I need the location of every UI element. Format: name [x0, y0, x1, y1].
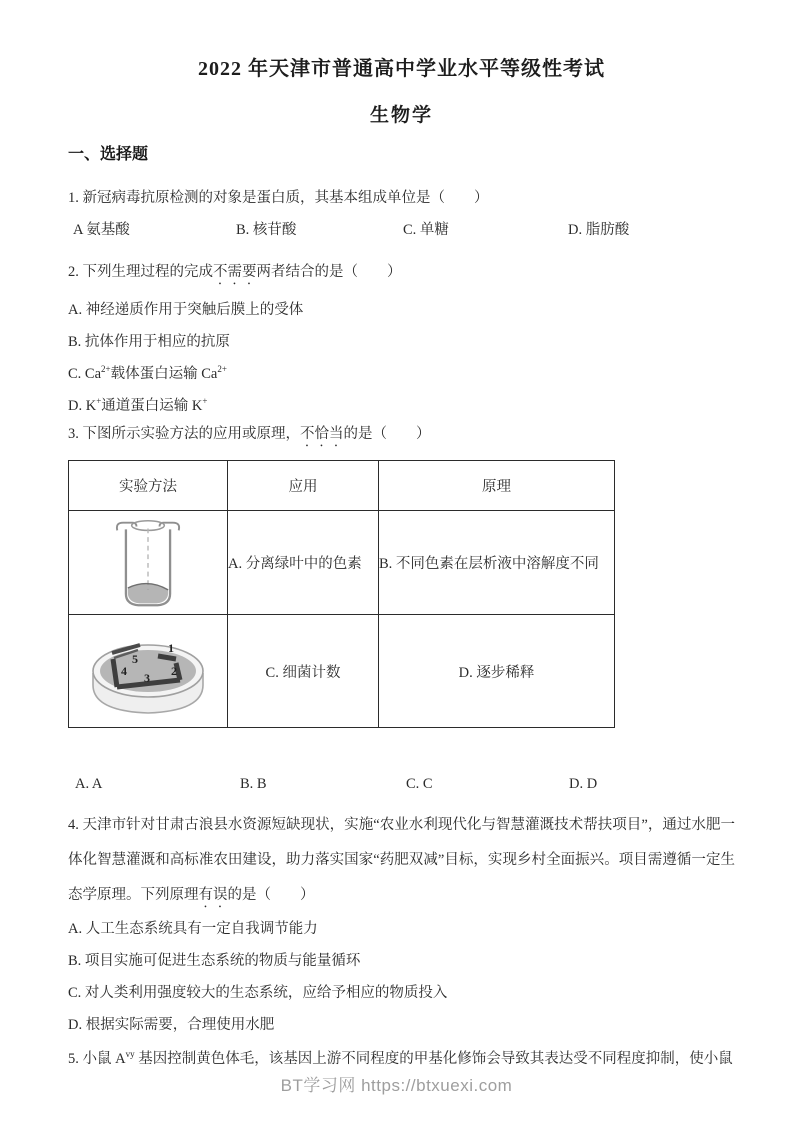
question-4 — [68, 808, 735, 1035]
experiment-methods-table — [68, 460, 615, 728]
petri-dish-streak-plate-figure — [69, 615, 228, 728]
superscript: 2+ — [101, 364, 111, 375]
principle-cell: B. 不同色素在层析液中溶解度不同 — [379, 511, 615, 615]
question-3 — [68, 424, 735, 794]
option-b: B. 核苷酸 — [236, 222, 297, 238]
question-5 — [68, 1049, 735, 1069]
stem-text: 的是（ ） — [343, 426, 431, 442]
answer-a: A. A — [75, 776, 103, 792]
option-b: B. 抗体作用于相应的抗原 — [68, 334, 230, 350]
answer-b: B. B — [240, 776, 267, 792]
stem-text: 4. 天津市针对甘肃古浪县水资源短缺现状，实施“农业水利现代化与智慧灌溉技术帮扶项目”，通过水肥一体化智慧灌溉和高标准农田建设，助力落实国家“药肥双减”目标，实现乡村全面振兴。项目需遵循一定生态学原理。下列原理 — [68, 817, 735, 903]
header-application: 应用 — [228, 461, 379, 511]
superscript: + — [96, 396, 102, 407]
superscript: 2+ — [217, 364, 227, 375]
option-d: D. 根据实际需要，合理使用水肥 — [68, 1017, 275, 1033]
application-cell: A. 分离绿叶中的色素 — [228, 511, 379, 615]
principle-cell: D. 逐步稀释 — [379, 615, 615, 728]
petri-dish-streak-plate-icon — [88, 625, 208, 717]
chromatography-beaker-icon — [109, 515, 187, 611]
question-5-stem: 5. 小鼠 $A^{vy}$ 基因控制黄色体毛，该基因上游不同程度的甲基化修饰会导致其表达受不同程度抑制，使小鼠 — [68, 1049, 733, 1067]
table-row — [69, 615, 615, 728]
option-c: C. 单糖 — [403, 222, 449, 238]
streak-label: 5 — [132, 652, 138, 666]
stem-text: 3. 下图所示实验方法的应用或原理， — [68, 426, 300, 442]
stem-text: 2. 下列生理过程的完成 — [68, 264, 213, 280]
question-3-answers — [68, 774, 735, 794]
streak-label: 4 — [121, 664, 127, 678]
chromatography-beaker-figure — [69, 511, 228, 615]
section-heading: 一、选择题 — [68, 146, 149, 163]
stem-emphasis: 不需要 — [213, 264, 257, 280]
answer-c: C. C — [406, 776, 433, 792]
table-row — [69, 511, 615, 615]
option-a: A 氨基酸 — [73, 222, 130, 238]
stem-text: 的是（ ） — [227, 887, 315, 903]
question-2-stem — [68, 262, 735, 288]
page-subject: 生物学 — [369, 105, 433, 126]
table-header-row — [69, 461, 615, 511]
streak-label: 2 — [171, 664, 177, 678]
watermark-footer: BT学习网 https://btxuexi.com — [280, 1076, 513, 1095]
option-d: D. 脂肪酸 — [568, 222, 630, 238]
page-title: 2022 年天津市普通高中学业水平等级性考试 — [198, 58, 605, 80]
option-c: C. 对人类利用强度较大的生态系统，应给予相应的物质投入 — [68, 985, 448, 1001]
stem-text: 两者结合的是（ ） — [256, 264, 402, 280]
superscript: vy — [125, 1049, 135, 1060]
question-1 — [68, 188, 735, 240]
header-principle: 原理 — [379, 461, 615, 511]
streak-label: 1 — [168, 641, 174, 655]
option-c: C. $Ca^{2+}$载体蛋白运输 $Ca^{2+}$ — [68, 364, 227, 382]
question-4-stem — [68, 808, 735, 913]
question-3-stem — [68, 424, 735, 450]
stem-emphasis: 不恰当 — [300, 426, 344, 442]
superscript: + — [202, 396, 208, 407]
question-1-stem: 1. 新冠病毒抗原检测的对象是蛋白质，其基本组成单位是（ ） — [68, 190, 489, 206]
application-cell: C. 细菌计数 — [228, 615, 379, 728]
stem-emphasis: 有误 — [198, 887, 228, 903]
question-1-options — [68, 220, 735, 240]
option-b: B. 项目实施可促进生态系统的物质与能量循环 — [68, 953, 361, 969]
question-2 — [68, 262, 735, 416]
option-d: D. K+通道蛋白运输 K+ — [68, 396, 208, 414]
streak-label: 3 — [144, 671, 150, 685]
option-a: A. 神经递质作用于突触后膜上的受体 — [68, 302, 304, 318]
answer-d: D. D — [569, 776, 598, 792]
header-method: 实验方法 — [69, 461, 228, 511]
option-a: A. 人工生态系统具有一定自我调节能力 — [68, 921, 318, 937]
